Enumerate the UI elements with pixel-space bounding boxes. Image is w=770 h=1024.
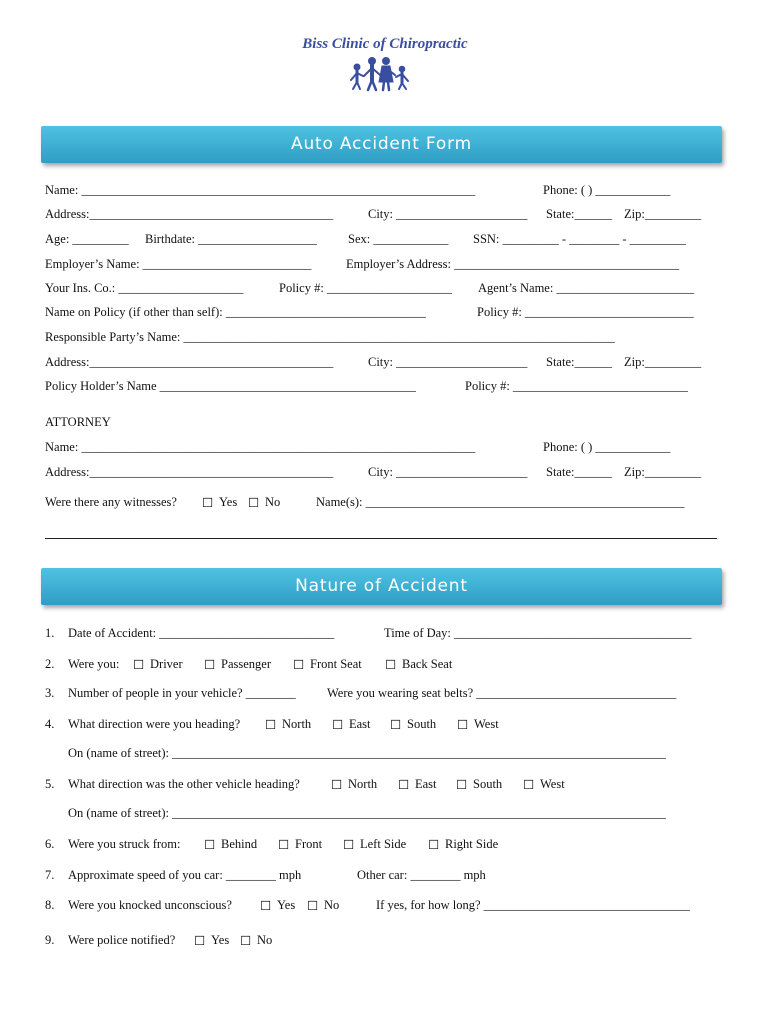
question-number: 8. [45,898,55,912]
other-south-label: South [473,777,503,791]
state-field-2[interactable]: State:______ [546,355,612,369]
attorney-heading: ATTORNEY [45,415,111,429]
time-of-day-field[interactable]: Time of Day: ______________________________________ [384,626,692,640]
people-in-vehicle-field[interactable]: Number of people in your vehicle? ________ [68,686,296,700]
behind-checkbox[interactable]: ☐ [204,838,216,852]
other-west-checkbox[interactable]: ☐ [523,778,535,792]
question-number: 5. [45,777,55,791]
address-field[interactable]: Address:_______________________________________ [45,207,334,221]
front-seat-checkbox[interactable]: ☐ [293,658,305,672]
responsible-party-field[interactable]: Responsible Party’s Name: _____________________________________________________________________ [45,330,615,344]
witness-no-label: No [265,495,281,509]
employer-address-field[interactable]: Employer’s Address: ____________________________________ [346,257,680,271]
attorney-city-field[interactable]: City: _____________________ [368,465,528,479]
witnesses-label: Were there any witnesses? [45,495,177,509]
city-field-2[interactable]: City: _____________________ [368,355,528,369]
behind-label: Behind [221,837,258,851]
clinic-name: Biss Clinic of Chiropractic [302,36,468,52]
question-number: 6. [45,837,55,851]
other-east-checkbox[interactable]: ☐ [398,778,410,792]
zip-field[interactable]: Zip:_________ [624,207,702,221]
question-number: 7. [45,868,55,882]
police-yes-checkbox[interactable]: ☐ [194,934,206,948]
witness-yes-checkbox[interactable]: ☐ [202,496,214,510]
question-number: 4. [45,717,55,731]
policy-field[interactable]: Policy #: ____________________ [279,281,452,295]
question-number: 2. [45,657,55,671]
attorney-zip-field[interactable]: Zip:_________ [624,465,702,479]
police-no-label: No [257,933,273,947]
witness-no-checkbox[interactable]: ☐ [248,496,260,510]
police-no-checkbox[interactable]: ☐ [240,934,252,948]
left-side-label: Left Side [360,837,407,851]
other-street-field[interactable]: On (name of street): _______________________________________________________________________________ [68,806,666,820]
state-field[interactable]: State:______ [546,207,612,221]
front-seat-label: Front Seat [310,657,362,671]
other-north-checkbox[interactable]: ☐ [331,778,343,792]
heading-south-checkbox[interactable]: ☐ [390,718,402,732]
agent-name-field[interactable]: Agent’s Name: ______________________ [478,281,694,295]
seat-belts-field[interactable]: Were you wearing seat belts? ________________________________ [327,686,677,700]
zip-field-2[interactable]: Zip:_________ [624,355,702,369]
witness-yes-label: Yes [219,495,238,509]
passenger-label: Passenger [221,657,271,671]
unconscious-no-checkbox[interactable]: ☐ [307,899,319,913]
heading-north-checkbox[interactable]: ☐ [265,718,277,732]
passenger-checkbox[interactable]: ☐ [204,658,216,672]
other-west-label: West [540,777,565,791]
witness-names-field[interactable]: Name(s): ___________________________________________________ [316,495,685,509]
driver-label: Driver [150,657,183,671]
right-side-label: Right Side [445,837,499,851]
unconscious-label: Were you knocked unconscious? [68,898,232,912]
street-field[interactable]: On (name of street): _______________________________________________________________________________ [68,746,666,760]
heading-east-label: East [349,717,371,731]
heading-west-label: West [474,717,499,731]
question-number: 1. [45,626,55,640]
right-side-checkbox[interactable]: ☐ [428,838,440,852]
city-field[interactable]: City: _____________________ [368,207,528,221]
ssn-field[interactable]: SSN: _________ - ________ - _________ [473,232,686,246]
policy-field-3[interactable]: Policy #: ____________________________ [465,379,688,393]
address-field-2[interactable]: Address:_______________________________________ [45,355,334,369]
name-on-policy-field[interactable]: Name on Policy (if other than self): ________________________________ [45,305,426,319]
sex-field[interactable]: Sex: ____________ [348,232,449,246]
other-vehicle-direction-label: What direction was the other vehicle heading? [68,777,300,791]
other-car-speed-field[interactable]: Other car: ________ mph [357,868,486,882]
witness-names-continuation-line[interactable] [45,538,717,539]
police-yes-label: Yes [211,933,230,947]
front-label: Front [295,837,323,851]
nature-of-accident-banner: Nature of Accident [41,568,722,605]
unconscious-yes-checkbox[interactable]: ☐ [260,899,272,913]
employer-name-field[interactable]: Employer’s Name: ___________________________ [45,257,312,271]
phone-field[interactable]: Phone: ( ) ____________ [543,183,671,197]
struck-from-label: Were you struck from: [68,837,181,851]
driver-checkbox[interactable]: ☐ [133,658,145,672]
heading-direction-label: What direction were you heading? [68,717,241,731]
question-number: 3. [45,686,55,700]
question-number: 9. [45,933,55,947]
your-speed-field[interactable]: Approximate speed of you car: ________ mph [68,868,302,882]
unconscious-yes-label: Yes [277,898,296,912]
front-checkbox[interactable]: ☐ [278,838,290,852]
heading-west-checkbox[interactable]: ☐ [457,718,469,732]
back-seat-checkbox[interactable]: ☐ [385,658,397,672]
other-south-checkbox[interactable]: ☐ [456,778,468,792]
unconscious-no-label: No [324,898,340,912]
heading-east-checkbox[interactable]: ☐ [332,718,344,732]
birthdate-field[interactable]: Birthdate: ___________________ [145,232,317,246]
date-of-accident-field[interactable]: Date of Accident: ____________________________ [68,626,335,640]
name-field[interactable]: Name: _______________________________________________________________ [45,183,476,197]
family-figures-icon [348,56,414,97]
left-side-checkbox[interactable]: ☐ [343,838,355,852]
ins-co-field[interactable]: Your Ins. Co.: ____________________ [45,281,244,295]
back-seat-label: Back Seat [402,657,453,671]
age-field[interactable]: Age: _________ [45,232,129,246]
other-north-label: North [348,777,378,791]
attorney-name-field[interactable]: Name: _______________________________________________________________ [45,440,476,454]
attorney-state-field[interactable]: State:______ [546,465,612,479]
policy-field-2[interactable]: Policy #: ___________________________ [477,305,694,319]
other-east-label: East [415,777,437,791]
heading-north-label: North [282,717,312,731]
police-notified-label: Were police notified? [68,933,176,947]
attorney-address-field[interactable]: Address:_______________________________________ [45,465,334,479]
unconscious-duration-field[interactable]: If yes, for how long? _________________________________ [376,898,690,912]
were-you-label: Were you: [68,657,120,671]
policy-holder-field[interactable]: Policy Holder’s Name _________________________________________ [45,379,416,393]
attorney-phone-field[interactable]: Phone: ( ) ____________ [543,440,671,454]
heading-south-label: South [407,717,437,731]
auto-accident-form-banner: Auto Accident Form [41,126,722,163]
